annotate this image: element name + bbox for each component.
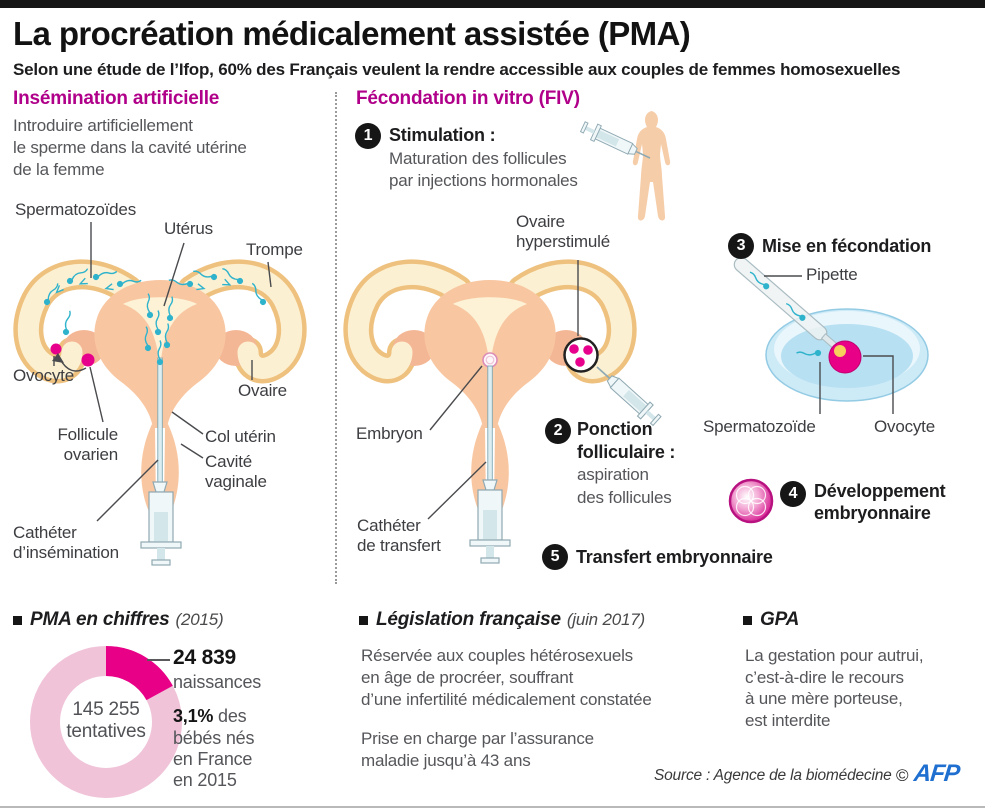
page-subtitle: Selon une étude de l’Ifop, 60% des Français veulent la rendre accessible aux couples de femmes homosexuelles <box>13 60 901 79</box>
gpa-heading-row <box>743 609 799 631</box>
gpa-line: La gestation pour autrui, <box>745 646 924 665</box>
births-value: 24 839 <box>173 646 237 669</box>
gpa-line: est interdite <box>745 711 831 730</box>
step4-badge: 4 <box>780 481 806 507</box>
step2-body-line: aspiration <box>577 465 649 484</box>
step1-body-line: Maturation des follicules <box>389 149 567 168</box>
page-title: La procréation médicalement assistée (PMA) <box>13 15 691 52</box>
legislation-line: Prise en charge par l’assurance <box>361 729 594 748</box>
stats-heading-note: (2015) <box>175 610 224 629</box>
label-uterus: Utérus <box>164 219 213 238</box>
afp-logo: AFP <box>912 760 961 787</box>
births-label: naissances <box>173 672 262 692</box>
step2-badge: 2 <box>545 418 571 444</box>
share-value: 3,1% <box>173 706 214 726</box>
step2-title-line: Ponction <box>577 419 653 439</box>
insemination-desc-line: le sperme dans la cavité utérine <box>13 138 247 157</box>
embryo-icon <box>730 480 772 522</box>
share-line: bébés nés <box>173 728 255 748</box>
step1-badge: 1 <box>355 123 381 149</box>
stats-heading-row <box>13 609 224 631</box>
legislation-line: Réservée aux couples hétérosexuels <box>361 646 633 665</box>
source-credit: Source : Agence de la biomédecine <box>654 767 892 784</box>
step2-title-line: folliculaire : <box>577 442 676 462</box>
legislation-line: d’une infertilité médicalement constatée <box>361 690 652 709</box>
aspiration-syringe-icon <box>591 360 664 428</box>
donut-center-label: tentatives <box>66 721 146 742</box>
stats-heading: PMA en chiffres <box>30 609 170 630</box>
step4-title-line: Développement <box>814 481 946 501</box>
gpa-line: à une mère porteuse, <box>745 689 903 708</box>
bullet-square <box>13 616 22 625</box>
label-ovocyte: Ovocyte <box>13 366 74 385</box>
top-bar <box>0 0 985 8</box>
label-ovaire-hyperstimule: Ovaire hyperstimulé <box>516 212 610 251</box>
step1-body-line: par injections hormonales <box>389 171 578 190</box>
legislation-heading-note: (juin 2017) <box>566 610 645 629</box>
label-spermatozoides: Spermatozoïdes <box>15 200 136 219</box>
body-silhouette <box>633 111 670 221</box>
step5-title: Transfert embryonnaire <box>576 547 773 567</box>
step2-body-line: des follicules <box>577 488 672 507</box>
legislation-heading-row <box>359 609 645 631</box>
insemination-desc-line: de la femme <box>13 160 105 179</box>
step3-badge: 3 <box>728 233 754 259</box>
copyright-symbol: © <box>896 766 909 785</box>
hyperstimulated-ovary <box>565 339 598 372</box>
legislation-heading: Législation française <box>376 609 561 630</box>
label-follicule: Follicule ovarien <box>57 425 118 464</box>
vertical-divider <box>335 92 337 584</box>
legislation-line: maladie jusqu’à 43 ans <box>361 751 531 770</box>
donut-center-value: 145 255 <box>72 699 140 720</box>
label-pipette: Pipette <box>806 265 858 284</box>
gpa-heading: GPA <box>760 609 800 630</box>
label-cavite-vaginale: Cavité vaginale <box>205 452 267 491</box>
label-embryon: Embryon <box>356 424 423 443</box>
label-col-uterin: Col utérin <box>205 427 276 446</box>
label-ovocyte-dish: Ovocyte <box>874 417 935 436</box>
step5-badge: 5 <box>542 544 568 570</box>
bullet-square <box>743 616 752 625</box>
share-line: en 2015 <box>173 770 237 790</box>
legislation-line: en âge de procréer, souffrant <box>361 668 574 687</box>
label-catheter-transfert: Cathéter de transfert <box>357 516 441 555</box>
step1-title: Stimulation : <box>389 125 496 145</box>
share-suffix: des <box>213 706 247 726</box>
share-line <box>173 706 246 727</box>
step3-title: Mise en fécondation <box>762 236 932 256</box>
step4-title-line: embryonnaire <box>814 503 931 523</box>
label-catheter-insemination: Cathéter d’insémination <box>13 523 119 562</box>
gpa-line: c’est-à-dire le recours <box>745 668 904 687</box>
embryo-dot <box>483 353 497 367</box>
insemination-desc-line: Introduire artificiellement <box>13 116 193 135</box>
label-trompe: Trompe <box>246 240 303 259</box>
share-line: en France <box>173 749 253 769</box>
label-ovaire: Ovaire <box>238 381 287 400</box>
bullet-square <box>359 616 368 625</box>
label-spermatozoide: Spermatozoïde <box>703 417 816 436</box>
fiv-heading: Fécondation in vitro (FIV) <box>356 88 580 109</box>
insemination-heading: Insémination artificielle <box>13 88 220 109</box>
